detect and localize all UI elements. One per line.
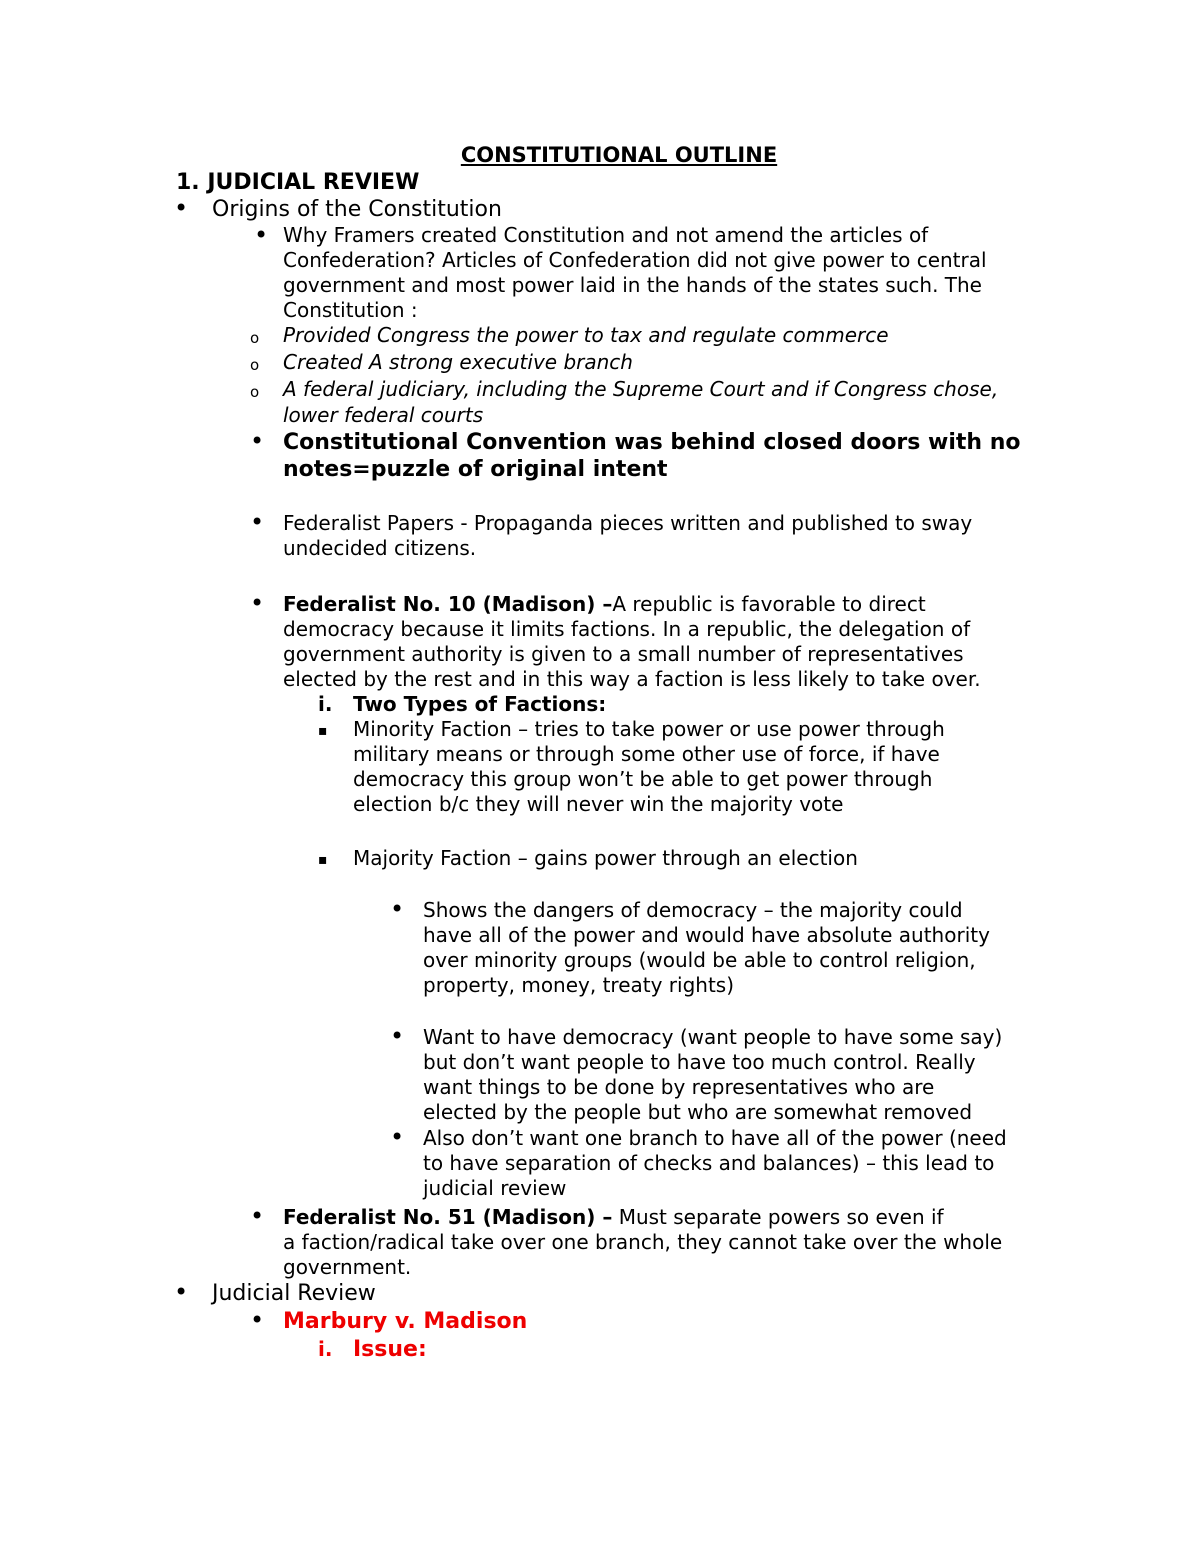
- minority-line-2: military means or through some other use of force, if have: [353, 742, 940, 766]
- dangers-line-2: have all of the power and would have absolute authority: [423, 923, 990, 947]
- want-line-2: but don’t want people to have too much control. Really: [423, 1050, 976, 1074]
- provided-item-judiciary-cont: lower federal courts: [283, 403, 484, 427]
- minority-line-1: Minority Faction – tries to take power or use power through: [353, 717, 945, 741]
- circle-bullet-icon: [250, 325, 259, 351]
- fed10-line-2: democracy because it limits factions. In a republic, the delegation of: [283, 617, 971, 641]
- bullet-icon: [250, 1204, 264, 1231]
- bullet-icon: [250, 1308, 264, 1335]
- minority-line-3: democracy this group won’t be able to get power through: [353, 767, 933, 791]
- fed51-line-3: government.: [283, 1255, 412, 1279]
- roman-marker: i.: [318, 692, 333, 716]
- want-line-3: want things to be done by representatives who are: [423, 1075, 935, 1099]
- origins-heading: Origins of the Constitution: [212, 197, 502, 222]
- issue-heading: Issue:: [353, 1337, 427, 1362]
- why-line-4: Constitution :: [283, 298, 418, 322]
- provided-item-judiciary: A federal judiciary, including the Supreme Court and if Congress chose,: [283, 377, 999, 401]
- also-line-3: judicial review: [423, 1176, 567, 1200]
- bullet-icon: [174, 1280, 188, 1307]
- fed10-label: Federalist No. 10 (Madison) –: [283, 592, 613, 616]
- bullet-icon: [250, 510, 264, 537]
- papers-line-1: Federalist Papers - Propaganda pieces written and published to sway: [283, 511, 973, 535]
- dangers-line-1: Shows the dangers of democracy – the majority could: [423, 898, 963, 922]
- also-line-2: to have separation of checks and balances) – this lead to: [423, 1151, 995, 1175]
- convention-line-2: notes=puzzle of original intent: [283, 457, 668, 482]
- why-line-1: Why Framers created Constitution and not amend the articles of: [283, 223, 929, 247]
- fed10-line-4: elected by the rest and in this way a faction is less likely to take over.: [283, 667, 981, 691]
- fed51-label: Federalist No. 51 (Madison) –: [283, 1205, 613, 1229]
- fed10-text: A republic is favorable to direct: [612, 592, 926, 616]
- case-title-marbury: Marbury v. Madison: [283, 1309, 528, 1334]
- document-title: CONSTITUTIONAL OUTLINE: [460, 143, 778, 167]
- bullet-icon: [250, 429, 264, 456]
- judicial-review-heading: Judicial Review: [212, 1281, 376, 1306]
- want-line-4: elected by the people but who are somewhat removed: [423, 1100, 973, 1124]
- bullet-icon: [250, 591, 264, 618]
- circle-bullet-icon: [250, 379, 259, 405]
- bullet-icon: [174, 196, 188, 223]
- fed51-text: Must separate powers so even if: [618, 1205, 944, 1229]
- fed51-first-line: [283, 1205, 944, 1230]
- want-line-1: Want to have democracy (want people to have some say): [423, 1025, 1003, 1049]
- provided-item-tax: Provided Congress the power to tax and regulate commerce: [283, 323, 889, 347]
- majority-line: Majority Faction – gains power through an election: [353, 846, 858, 870]
- minority-line-4: election b/c they will never win the majority vote: [353, 792, 844, 816]
- provided-item-executive: Created A strong executive branch: [283, 350, 633, 374]
- bullet-icon: [390, 1125, 404, 1152]
- fed10-first-line: [283, 592, 926, 617]
- why-line-2: Confederation? Articles of Confederation did not give power to central: [283, 248, 987, 272]
- fed10-line-3: government authority is given to a small number of representatives: [283, 642, 964, 666]
- two-types-heading: Two Types of Factions:: [353, 692, 607, 716]
- also-line-1: Also don’t want one branch to have all of the power (need: [423, 1126, 1007, 1150]
- roman-marker: i.: [318, 1337, 333, 1361]
- bullet-icon: [254, 223, 268, 250]
- circle-bullet-icon: [250, 352, 259, 378]
- section-heading-judicial-review: 1. JUDICIAL REVIEW: [176, 170, 420, 195]
- square-bullet-icon: [318, 717, 328, 744]
- dangers-line-4: property, money, treaty rights): [423, 973, 735, 997]
- convention-line-1: Constitutional Convention was behind closed doors with no: [283, 430, 1021, 455]
- bullet-icon: [390, 1024, 404, 1051]
- bullet-icon: [390, 897, 404, 924]
- why-line-3: government and most power laid in the hands of the states such. The: [283, 273, 982, 297]
- square-bullet-icon: [318, 846, 328, 873]
- papers-line-2: undecided citizens.: [283, 536, 477, 560]
- dangers-line-3: over minority groups (would be able to control religion,: [423, 948, 976, 972]
- fed51-line-2: a faction/radical take over one branch, they cannot take over the whole: [283, 1230, 1003, 1254]
